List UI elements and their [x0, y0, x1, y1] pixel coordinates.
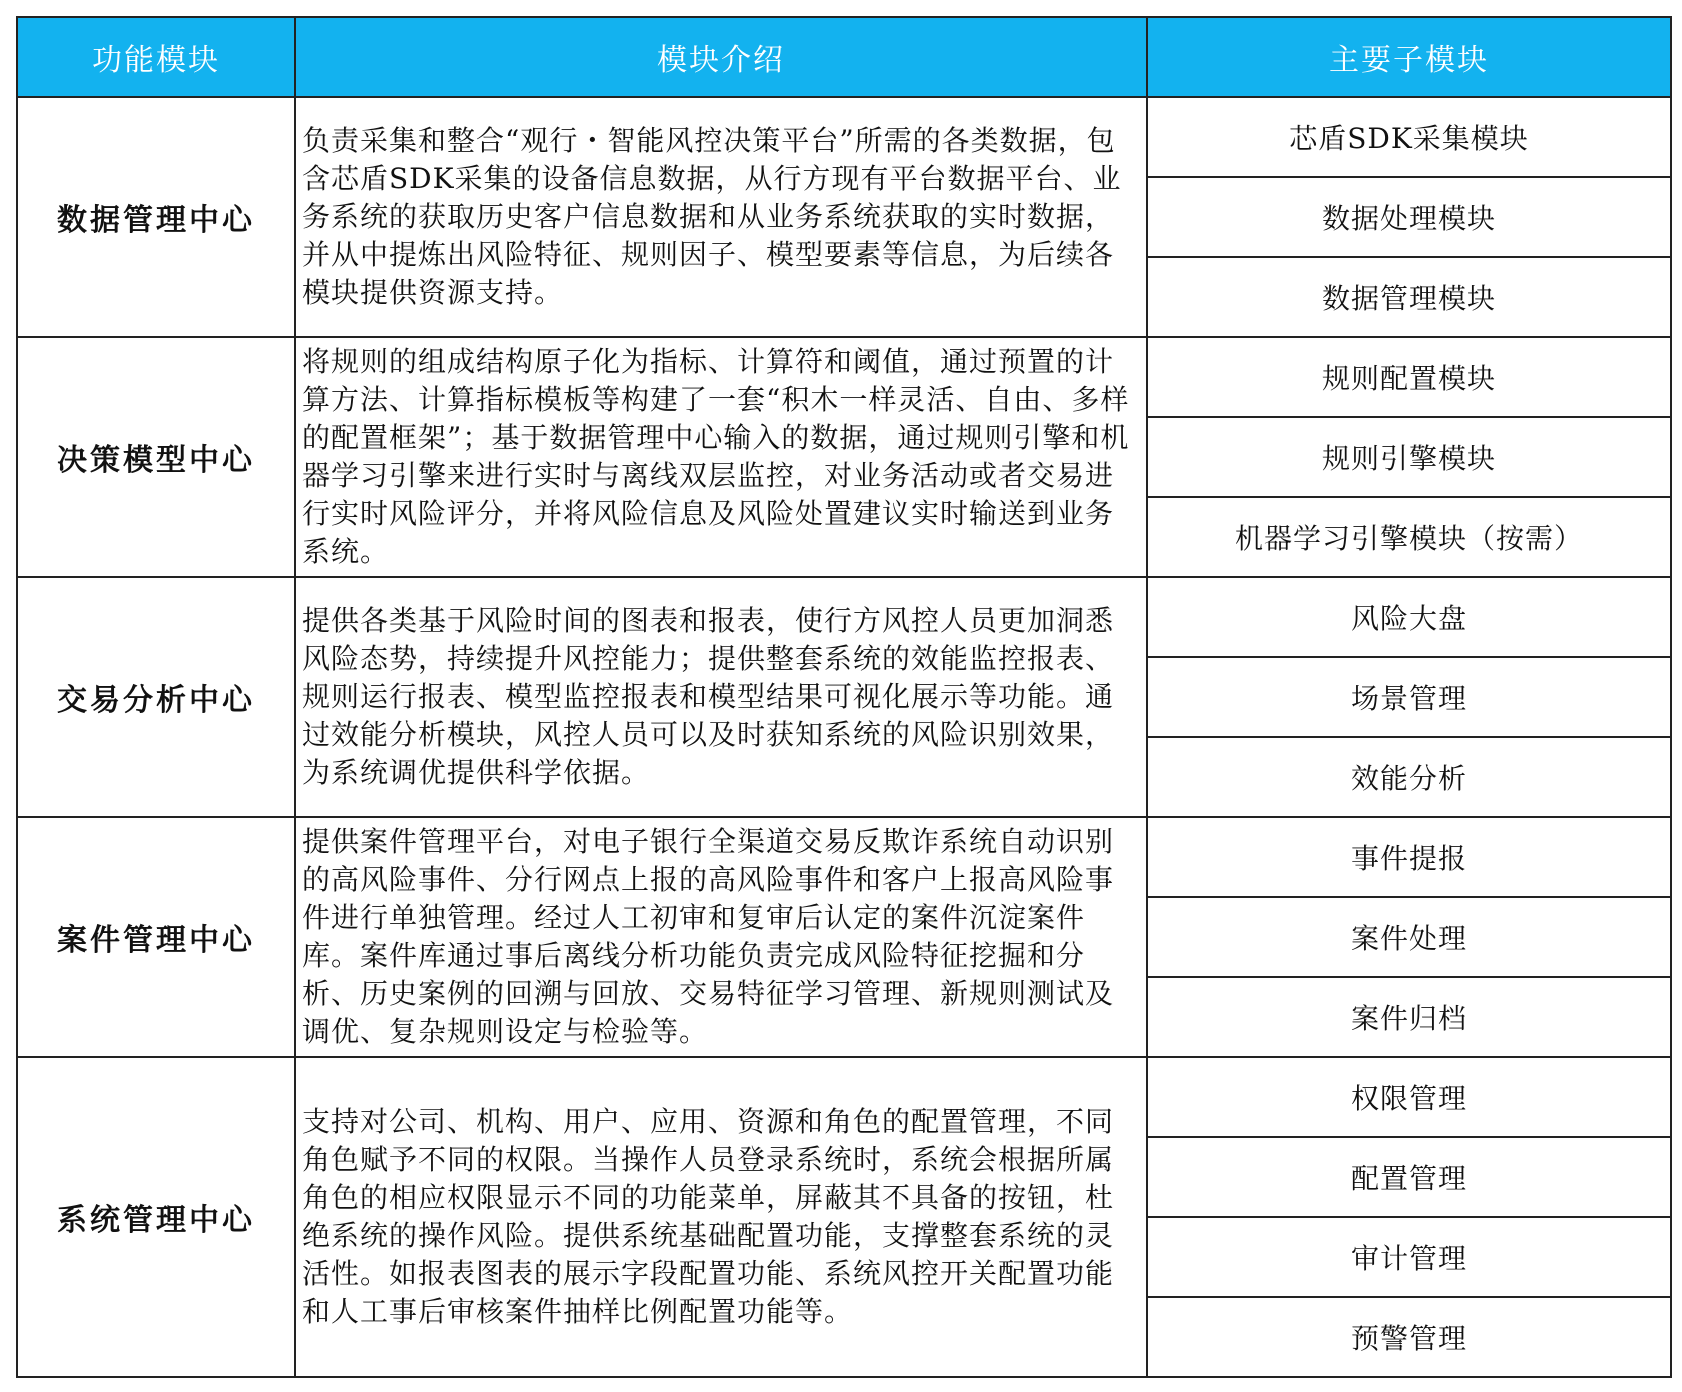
table-row: [17, 817, 1671, 897]
module-name: 案件管理中心: [17, 817, 295, 1057]
module-intro: 提供案件管理平台，对电子银行全渠道交易反欺诈系统自动识别的高风险事件、分行网点上报的高风险事件和客户上报高风险事件进行单独管理。经过人工初审和复审后认定的案件沉淀案件库。案件库通过事后离线分析功能负责完成风险特征挖掘和分析、历史案例的回溯与回放、交易特征学习管理、新规则测试及调优、复杂规则设定与检验等。: [295, 817, 1147, 1057]
module-name: 系统管理中心: [17, 1057, 295, 1377]
sub-module: 机器学习引擎模块（按需）: [1147, 497, 1671, 577]
header-row: [17, 17, 1671, 97]
sub-module: 预警管理: [1147, 1297, 1671, 1377]
table-row: [17, 577, 1671, 657]
module-intro: 提供各类基于风险时间的图表和报表，使行方风控人员更加洞悉风险态势，持续提升风控能力；提供整套系统的效能监控报表、规则运行报表、模型监控报表和模型结果可视化展示等功能。通过效能分析模块，风控人员可以及时获知系统的风险识别效果，为系统调优提供科学依据。: [295, 577, 1147, 817]
sub-module: 审计管理: [1147, 1217, 1671, 1297]
module-name: 数据管理中心: [17, 97, 295, 337]
sub-module: 配置管理: [1147, 1137, 1671, 1217]
header-module: 功能模块: [17, 17, 295, 97]
module-table: [16, 16, 1672, 1378]
sub-module: 场景管理: [1147, 657, 1671, 737]
module-intro: 支持对公司、机构、用户、应用、资源和角色的配置管理，不同角色赋予不同的权限。当操作人员登录系统时，系统会根据所属角色的相应权限显示不同的功能菜单，屏蔽其不具备的按钮，杜绝系统的操作风险。提供系统基础配置功能，支撑整套系统的灵活性。如报表图表的展示字段配置功能、系统风控开关配置功能和人工事后审核案件抽样比例配置功能等。: [295, 1057, 1147, 1377]
module-name: 交易分析中心: [17, 577, 295, 817]
module-name: 决策模型中心: [17, 337, 295, 577]
sub-module: 芯盾SDK采集模块: [1147, 97, 1671, 177]
sub-module: 事件提报: [1147, 817, 1671, 897]
sub-module: 效能分析: [1147, 737, 1671, 817]
table-row: [17, 337, 1671, 417]
sub-module: 数据管理模块: [1147, 257, 1671, 337]
sub-module: 权限管理: [1147, 1057, 1671, 1137]
sub-module: 案件归档: [1147, 977, 1671, 1057]
header-sub: 主要子模块: [1147, 17, 1671, 97]
table-row: [17, 1057, 1671, 1137]
module-intro: 负责采集和整合“观行・智能风控决策平台”所需的各类数据，包含芯盾SDK采集的设备信息数据，从行方现有平台数据平台、业务系统的获取历史客户信息数据和从业务系统获取的实时数据，并从中提炼出风险特征、规则因子、模型要素等信息，为后续各模块提供资源支持。: [295, 97, 1147, 337]
sub-module: 案件处理: [1147, 897, 1671, 977]
sub-module: 数据处理模块: [1147, 177, 1671, 257]
sub-module: 规则引擎模块: [1147, 417, 1671, 497]
table-row: [17, 97, 1671, 177]
sub-module: 风险大盘: [1147, 577, 1671, 657]
sub-module: 规则配置模块: [1147, 337, 1671, 417]
module-intro: 将规则的组成结构原子化为指标、计算符和阈值，通过预置的计算方法、计算指标模板等构建了一套“积木一样灵活、自由、多样的配置框架”；基于数据管理中心输入的数据，通过规则引擎和机器学习引擎来进行实时与离线双层监控，对业务活动或者交易进行实时风险评分，并将风险信息及风险处置建议实时输送到业务系统。: [295, 337, 1147, 577]
header-intro: 模块介绍: [295, 17, 1147, 97]
